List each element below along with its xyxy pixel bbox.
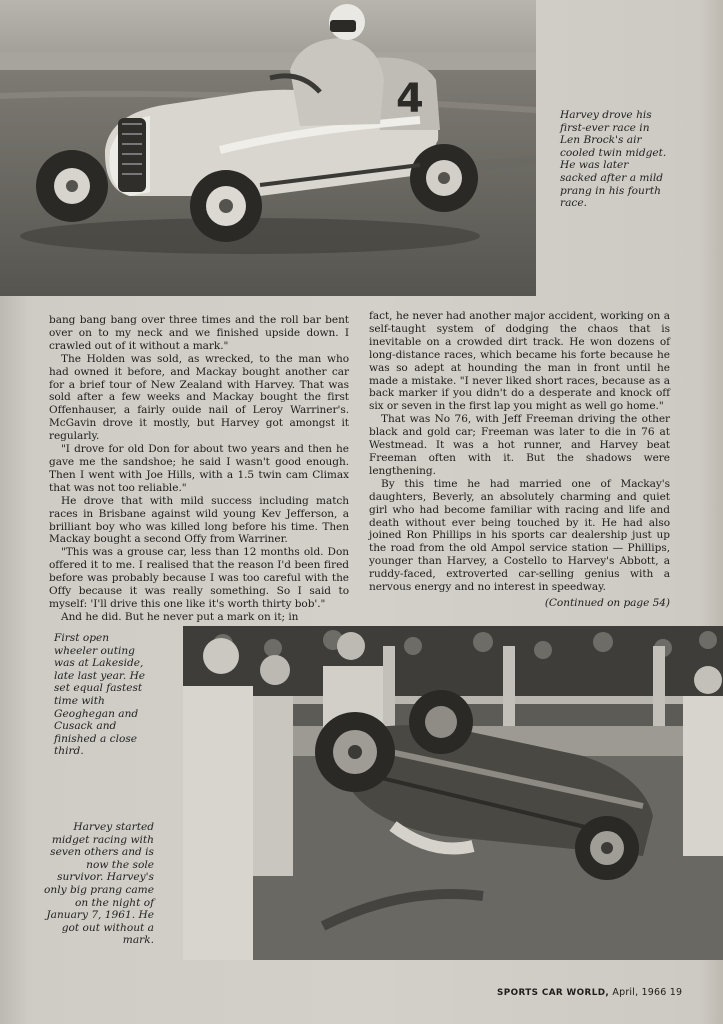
caption-bottom-photo: Harvey started midget racing with seven others and is now the sole survivor. Harvey's only big prang came on the night of January 7, 1961. He got out without a mark. xyxy=(44,821,154,947)
issue-date: April, 1966 xyxy=(612,987,667,998)
paragraph: The Holden was sold, as wrecked, to the man who had owned it before, and Mackay bought another car for a brief tour of New Zealand with Harvey. That was sold after a few weeks and Mackay bought the first Offenhauser, a fairly ouide nail of Leroy Warriner's. McGavin drove it mostly, but Harvey got amongst it regularly. xyxy=(49,352,349,443)
photo-midget-racer-illustration xyxy=(0,0,536,296)
paragraph: And he did. But he never put a mark on it; in xyxy=(61,610,299,623)
paragraph: By this time he had married one of Mackay's daughters, Beverly, an absolutely charming and quiet girl who had become familiar with racing and life and death without ever being touched by it. He had also joined Ron Phillips in his sports car dealership just up the road from the old Ampol service station — Phillips, younger than Harvey, a Costello to Harvey's Abbott, a ruddy-faced, extroverted car-selling genius with a nervous energy and no interest in speedway. xyxy=(369,477,670,594)
caption-top-photo: Harvey drove his first-ever race in Len Brock's air cooled twin midget. He was later sacked after a mild prang in his fourth race. xyxy=(560,109,667,210)
article-column-right xyxy=(369,310,670,610)
caption-lakeside: First open wheeler outing was at Lakeside, late last year. He set equal fastest time with Geoghegan and Cusack and finished a close third. xyxy=(54,632,146,758)
paragraph: "This was a grouse car, less than 12 months old. Don offered it to me. I realised that the reason I'd been fired before was probably because I was too careful with the Offy because it was really something. So I said to myself: 'I'll drive this one like it's worth thirty bob'." xyxy=(49,546,349,610)
article-column-left xyxy=(49,314,349,624)
photo-overturned-car-illustration xyxy=(183,626,723,960)
car-number: 4 xyxy=(396,76,424,122)
paragraph: fact, he never had another major accident, working on a self-taught system of dodging the chaos that is inevitable on a crowded dirt track. He won dozens of long-distance races, which became his forte because he was so adept at hounding the man in front until he made a mistake. "I never liked short races, because as a back marker if you didn't do a desperate and knock off six or seven in the first lap you might as well go home." xyxy=(369,310,670,413)
page-number: 19 xyxy=(669,987,683,998)
paragraph: "I drove for old Don for about two years and then he gave me the sandshoe; he said I wasn't good enough. Then I went with Joe Hills, with a 1.5 twin cam Climax that was not too reliable." xyxy=(49,443,349,494)
page-footer xyxy=(497,987,682,998)
paragraph: He drove that with mild success including match races in Brisbane against wild young Kev Jefferson, a brilliant boy who was killed long before his time. Then Mackay bought a second Offy from Warriner. xyxy=(49,494,349,546)
continued-note: (Continued on page 54) xyxy=(544,596,670,609)
paragraph: bang bang bang over three times and the roll bar bent over on to my neck and we finished upside down. I crawled out of it without a mark." xyxy=(49,314,349,352)
paragraph: That was No 76, with Jeff Freeman driving the other black and gold car; Freeman was later to die in 76 at Westmead. It was a hot runner, and Harvey beat Freeman often with it. But the shadows were lengthening. xyxy=(369,413,670,477)
photo-midget-racer xyxy=(0,0,536,296)
magazine-name: SPORTS CAR WORLD, xyxy=(497,988,610,998)
photo-overturned-car xyxy=(183,626,723,960)
